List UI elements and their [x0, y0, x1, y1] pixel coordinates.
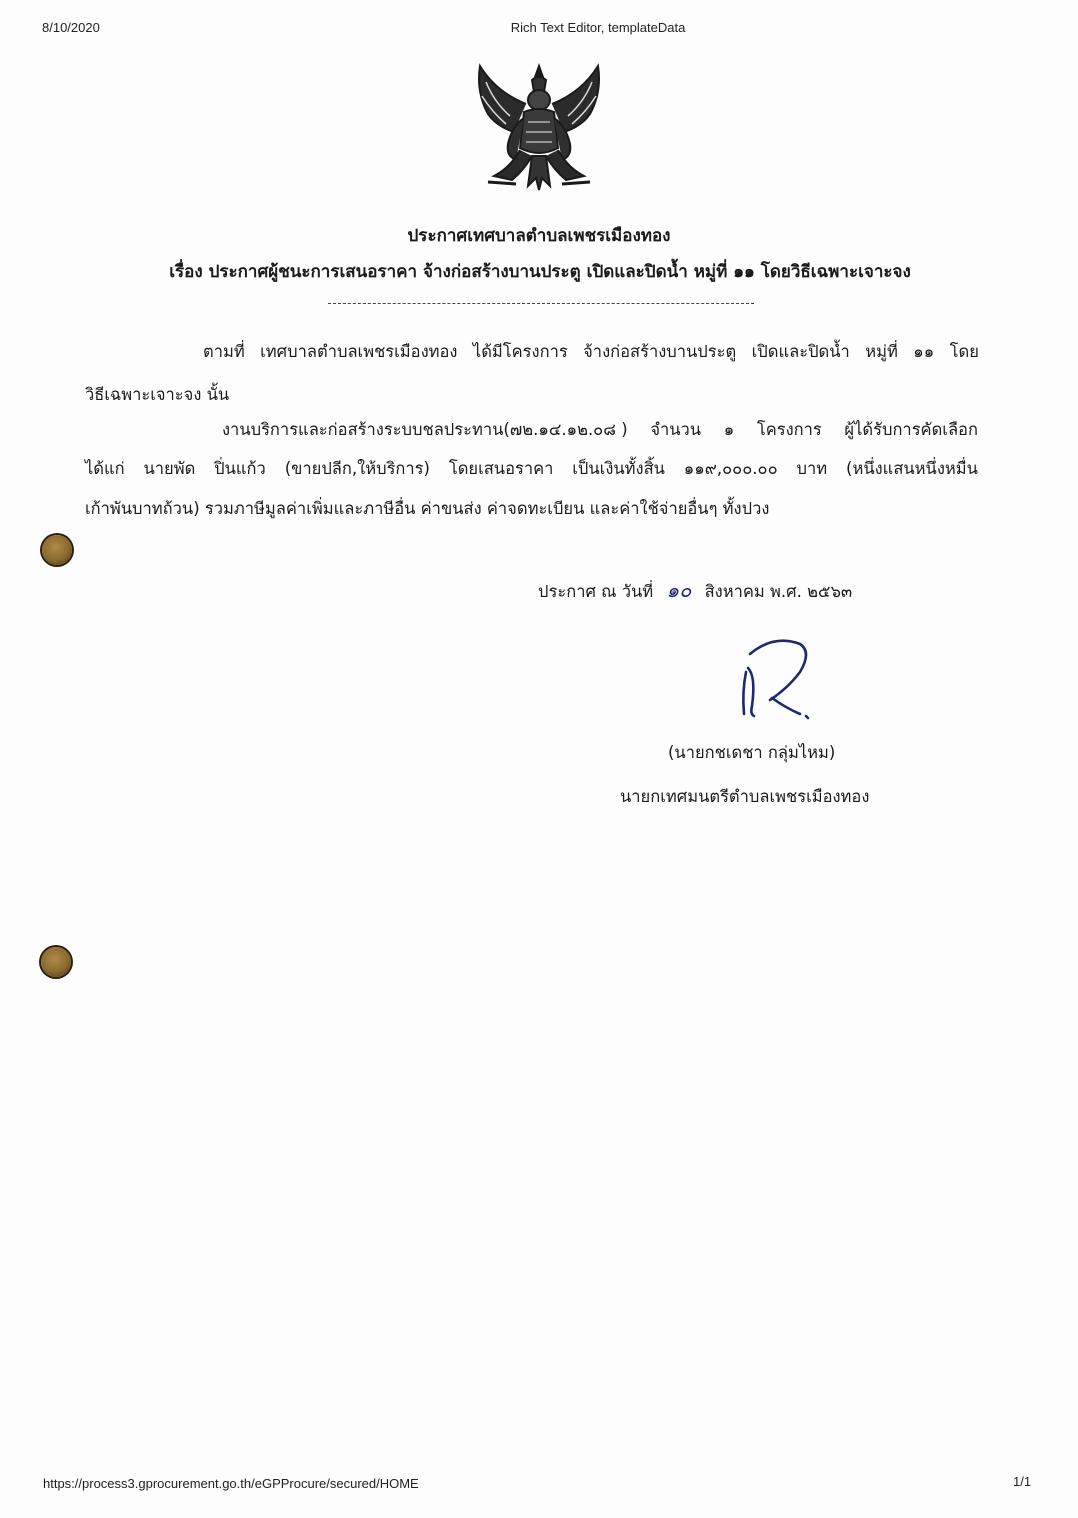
p2-word: นายพัด	[143, 459, 196, 478]
p2-word: โดยเสนอราคา	[448, 459, 554, 478]
print-title: Rich Text Editor, templateData	[510, 20, 686, 35]
handwritten-signature	[734, 636, 814, 722]
announcement-date	[538, 574, 852, 606]
p2-word: ๑๑๙,๐๐๐.๐๐	[683, 459, 778, 478]
p2-word: งานบริการและก่อสร้างระบบชลประทาน(๗๒.๑๔.๑๒.๐๘ )	[222, 420, 628, 439]
announce-suffix: สิงหาคม พ.ศ. ๒๕๖๓	[704, 582, 853, 601]
paragraph2-line2	[85, 456, 978, 482]
p2-word: (หนึ่งแสนหนึ่งหมื่น	[846, 459, 978, 478]
signer-name: (นายกชเดชา กลุ่มไหม)	[668, 743, 836, 762]
p1-word: ได้มีโครงการ	[472, 342, 568, 361]
p1-word: ตามที่	[203, 342, 245, 361]
paragraph1-line1	[203, 339, 979, 365]
p2-word: ได้แก่	[85, 459, 125, 478]
signer-title: นายกเทศมนตรีตำบลเพชรเมืองทอง	[620, 787, 870, 806]
heading-divider	[328, 303, 754, 304]
document-heading: ประกาศเทศบาลตำบลเพชรเมืองทอง	[407, 226, 671, 246]
document-subject: เรื่อง ประกาศผู้ชนะการเสนอราคา จ้างก่อสร้างบานประตู เปิดและปิดน้ำ หมู่ที่ ๑๑ โดยวิธีเฉพาะเจาะจง	[169, 262, 911, 282]
print-url: https://process3.gprocurement.go.th/eGPProcure/secured/HOME	[43, 1476, 419, 1491]
garuda-emblem-icon	[466, 52, 612, 196]
p2-word: ปิ่นแก้ว	[214, 459, 266, 478]
p1-word: เทศบาลตำบลเพชรเมืองทอง	[260, 342, 458, 361]
announce-day-handwritten: ๑๐	[666, 578, 692, 602]
print-date: 8/10/2020	[42, 20, 100, 35]
p1-word: โดย	[949, 342, 979, 361]
p1-word: เปิดและปิดน้ำ	[751, 342, 850, 361]
p1-word: ๑๑	[913, 342, 935, 361]
p2-word: ผู้ได้รับการคัดเลือก	[844, 420, 978, 439]
p2-word: เป็นเงินทั้งสิ้น	[572, 459, 665, 478]
punch-hole	[41, 947, 71, 977]
p2-word: บาท	[796, 459, 828, 478]
punch-hole	[42, 535, 72, 565]
paragraph2-line1	[222, 417, 978, 443]
p2-word: จำนวน	[650, 420, 702, 439]
p2-word: โครงการ	[756, 420, 822, 439]
p1-word: จ้างก่อสร้างบานประตู	[583, 342, 737, 361]
paragraph1-line2: วิธีเฉพาะเจาะจง นั้น	[85, 385, 230, 404]
p2-word: ๑	[723, 420, 735, 439]
p2-word: (ขายปลีก,ให้บริการ)	[284, 459, 430, 478]
paragraph2-line3: เก้าพันบาทถ้วน) รวมภาษีมูลค่าเพิ่มและภาษีอื่น ค่าขนส่ง ค่าจดทะเบียน และค่าใช้จ่ายอื่นๆ ทั้งปวง	[85, 499, 770, 518]
print-page-number: 1/1	[1013, 1474, 1032, 1489]
announce-prefix: ประกาศ ณ วันที่	[538, 582, 654, 601]
p1-word: หมู่ที่	[865, 342, 898, 361]
